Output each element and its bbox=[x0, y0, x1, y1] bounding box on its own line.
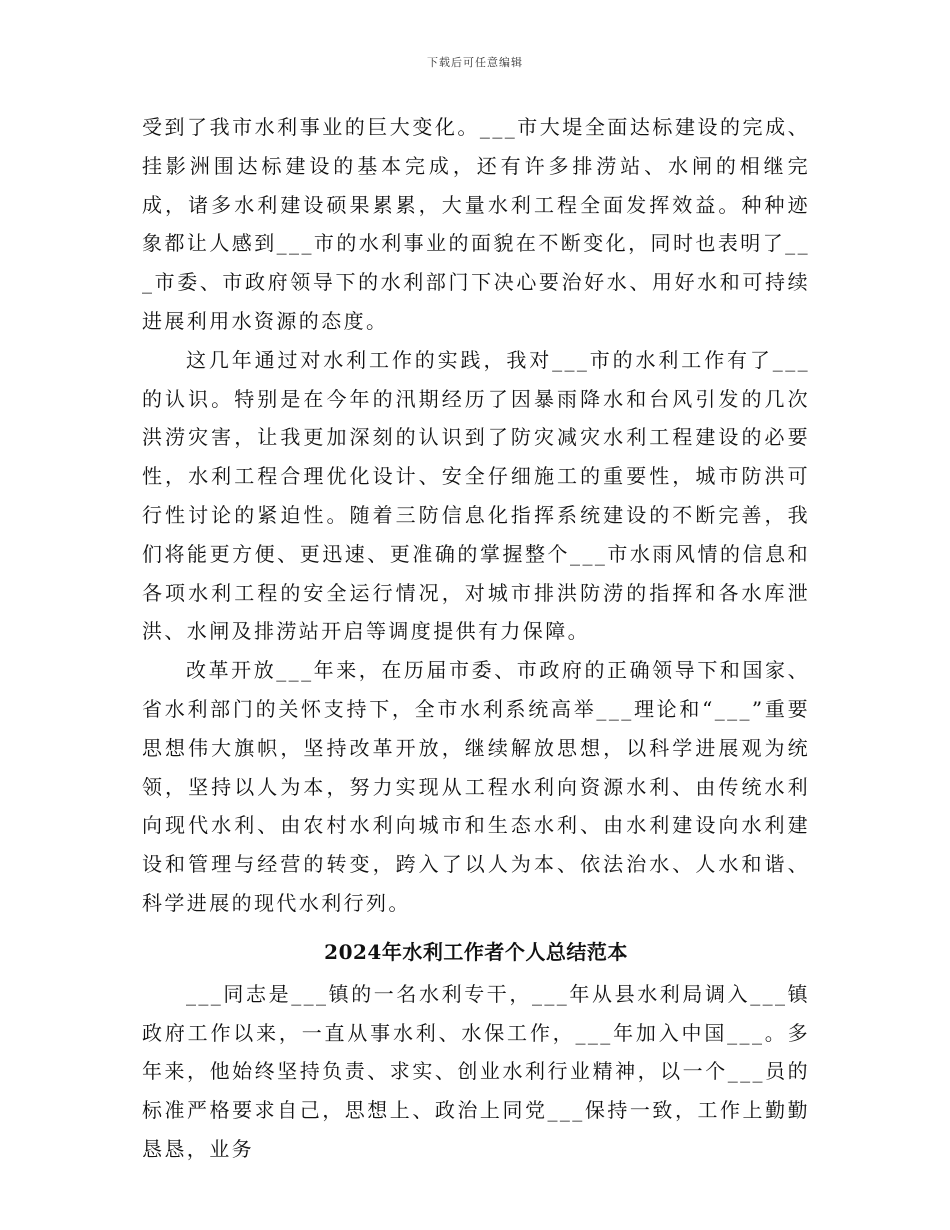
section-title: 2024年水利工作者个人总结范本 bbox=[324, 939, 628, 964]
document-body bbox=[142, 108, 810, 1169]
page-header: 下载后可任意编辑 bbox=[427, 56, 523, 69]
paragraph-2: 这几年通过对水利工作的实践，我对___市的水利工作有了___的认识。特别是在今年的汛期经历了因暴雨降水和台风引发的几次洪涝灾害，让我更加深刻的认识到了防灾减灾水利工程建设的必要性，水利工程合理优化设计、安全仔细施工的重要性，城市防洪可行性讨论的紧迫性。随着三防信息化指挥系统建设的不断完善，我们将能更方便、更迅速、更准确的掌握整个___市水雨风情的信息和各项水利工程的安全运行情况，对城市排洪防涝的指挥和各水库泄洪、水闸及排涝站开启等调度提供有力保障。 bbox=[142, 347, 810, 644]
paragraph-4: ___同志是___镇的一名水利专干，___年从县水利局调入___镇政府工作以来，一直从事水利、水保工作，___年加入中国___。多年来，他始终坚持负责、求实、创业水利行业精神，以一个___员的标准严格要求自己，思想上、政治上同党___保持一致，工作上勤勤恳恳，业务 bbox=[142, 981, 810, 1161]
paragraph-3: 改革开放___年来，在历届市委、市政府的正确领导下和国家、省水利部门的关怀支持下，全市水利系统高举___理论和“___”重要思想伟大旗帜，坚持改革开放，继续解放思想，以科学进展观为统领，坚持以人为本，努力实现从工程水利向资源水利、由传统水利向现代水利、由农村水利向城市和生态水利、由水利建设向水利建设和管理与经营的转变，跨入了以人为本、依法治水、人水和谐、科学进展的现代水利行列。 bbox=[142, 658, 810, 915]
paragraph-1: 受到了我市水利事业的巨大变化。___市大堤全面达标建设的完成、挂影洲围达标建设的基本完成，还有许多排涝站、水闸的相继完成，诸多水利建设硕果累累，大量水利工程全面发挥效益。种种迹象都让人感到___市的水利事业的面貌在不断变化，同时也表明了___市委、市政府领导下的水利部门下决心要治好水、用好水和可持续进展利用水资源的态度。 bbox=[142, 115, 810, 333]
